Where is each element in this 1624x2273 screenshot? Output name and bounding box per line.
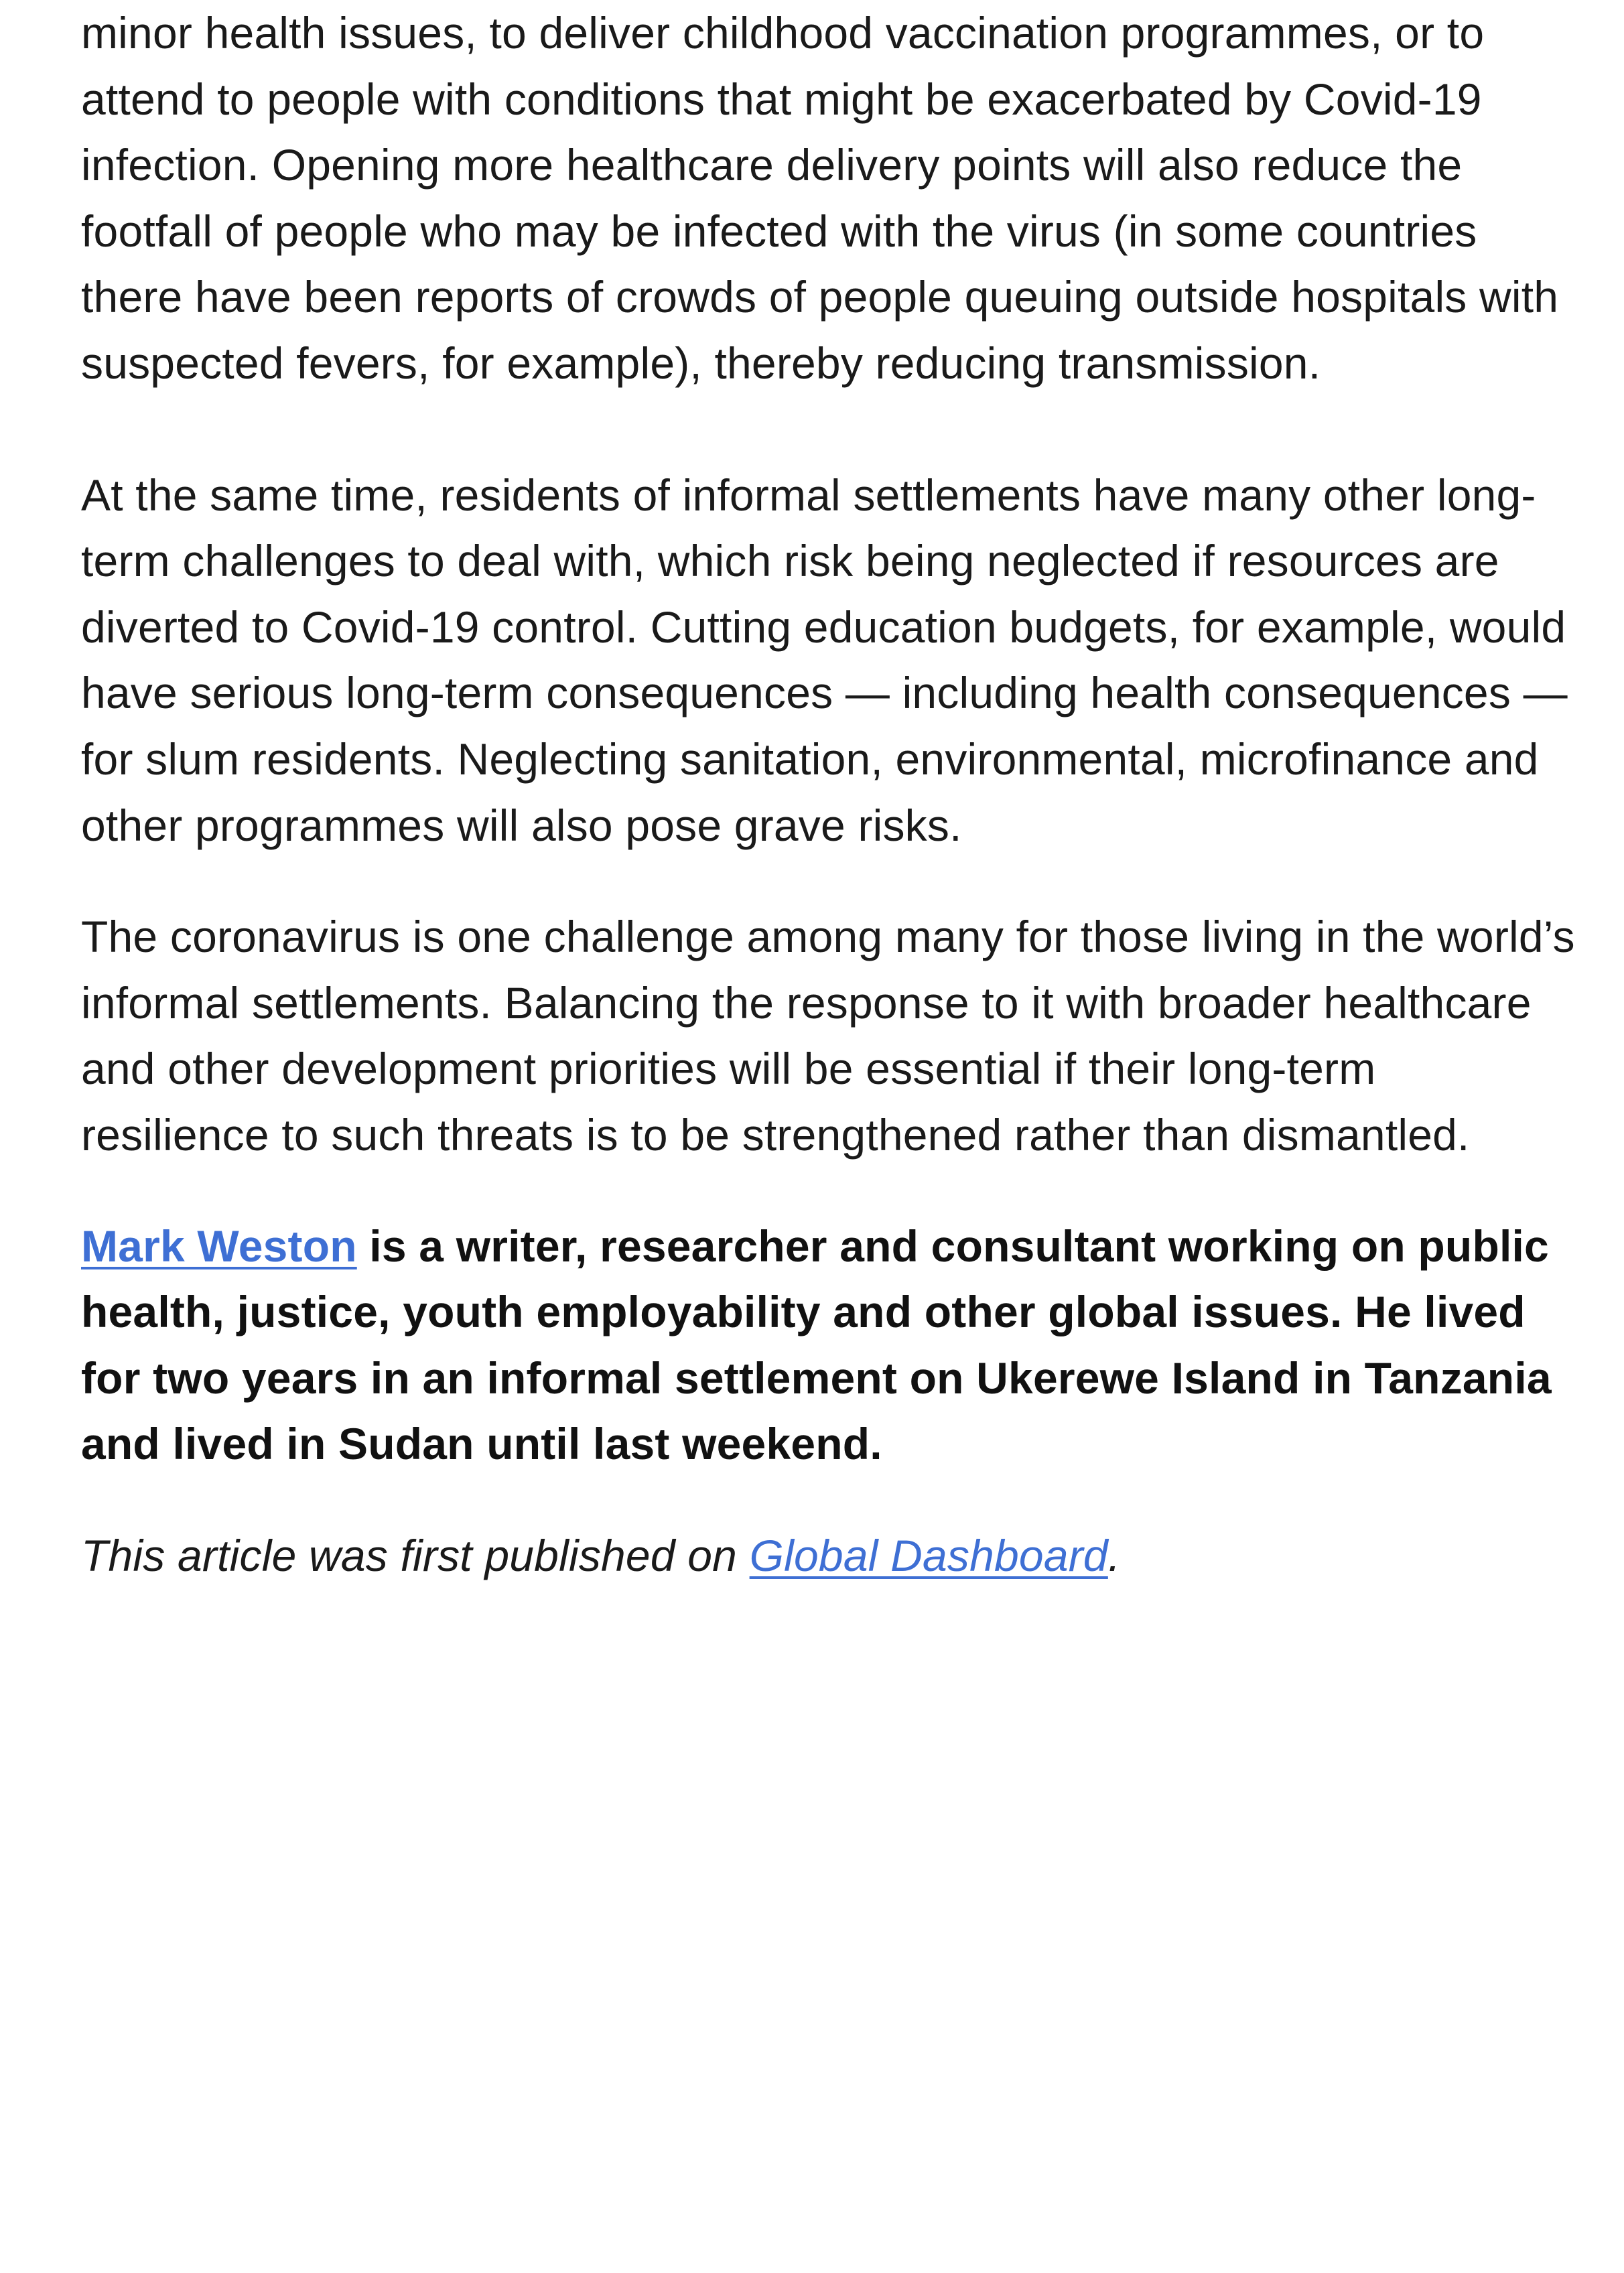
publication-credit: [81, 1523, 1575, 1589]
paragraph-conclusion: The coronavirus is one challenge among many for those living in the world’s informal settlements. Balancing the response to it with broader healthcare and other development priorities will be essential if their long-term resilience to such threats is to be strengthened rather than dismantled.: [81, 912, 1575, 1160]
author-link[interactable]: Mark Weston: [81, 1221, 357, 1271]
paragraph-long-term-challenges: At the same time, residents of informal settlements have many other long-term challenges to deal with, which risk being neglected if resources are diverted to Covid-19 control. Cutting education budgets, for example, would have serious long-term consequences — including health consequences — for slum residents. Neglecting sanitation, environmental, microfinance and other programmes will also pose grave risks.: [81, 470, 1568, 850]
global-dashboard-link[interactable]: Global Dashboard: [749, 1530, 1108, 1580]
author-bio-text: is a writer, researcher and consultant working on public health, justice, youth employability and other global issues. He lived for two years in an informal settlement on Ukerewe Island in Tanzania and lived in Sudan until last weekend.: [81, 1221, 1552, 1469]
credit-suffix: .: [1107, 1530, 1121, 1580]
paragraph-vaccination: minor health issues, to deliver childhood vaccination programmes, or to attend to people with conditions that might be exacerbated by Covid-19 infection. Opening more healthcare delivery points will also reduce the footfall of people who may be infected with the virus (in some countries there have been reports of crowds of people queuing outside hospitals with suspected fevers, for example), thereby reducing transmission.: [81, 8, 1559, 388]
author-bio: [81, 1213, 1575, 1477]
article-body: [81, 0, 1575, 1588]
credit-prefix: This article was first published on: [81, 1530, 750, 1580]
